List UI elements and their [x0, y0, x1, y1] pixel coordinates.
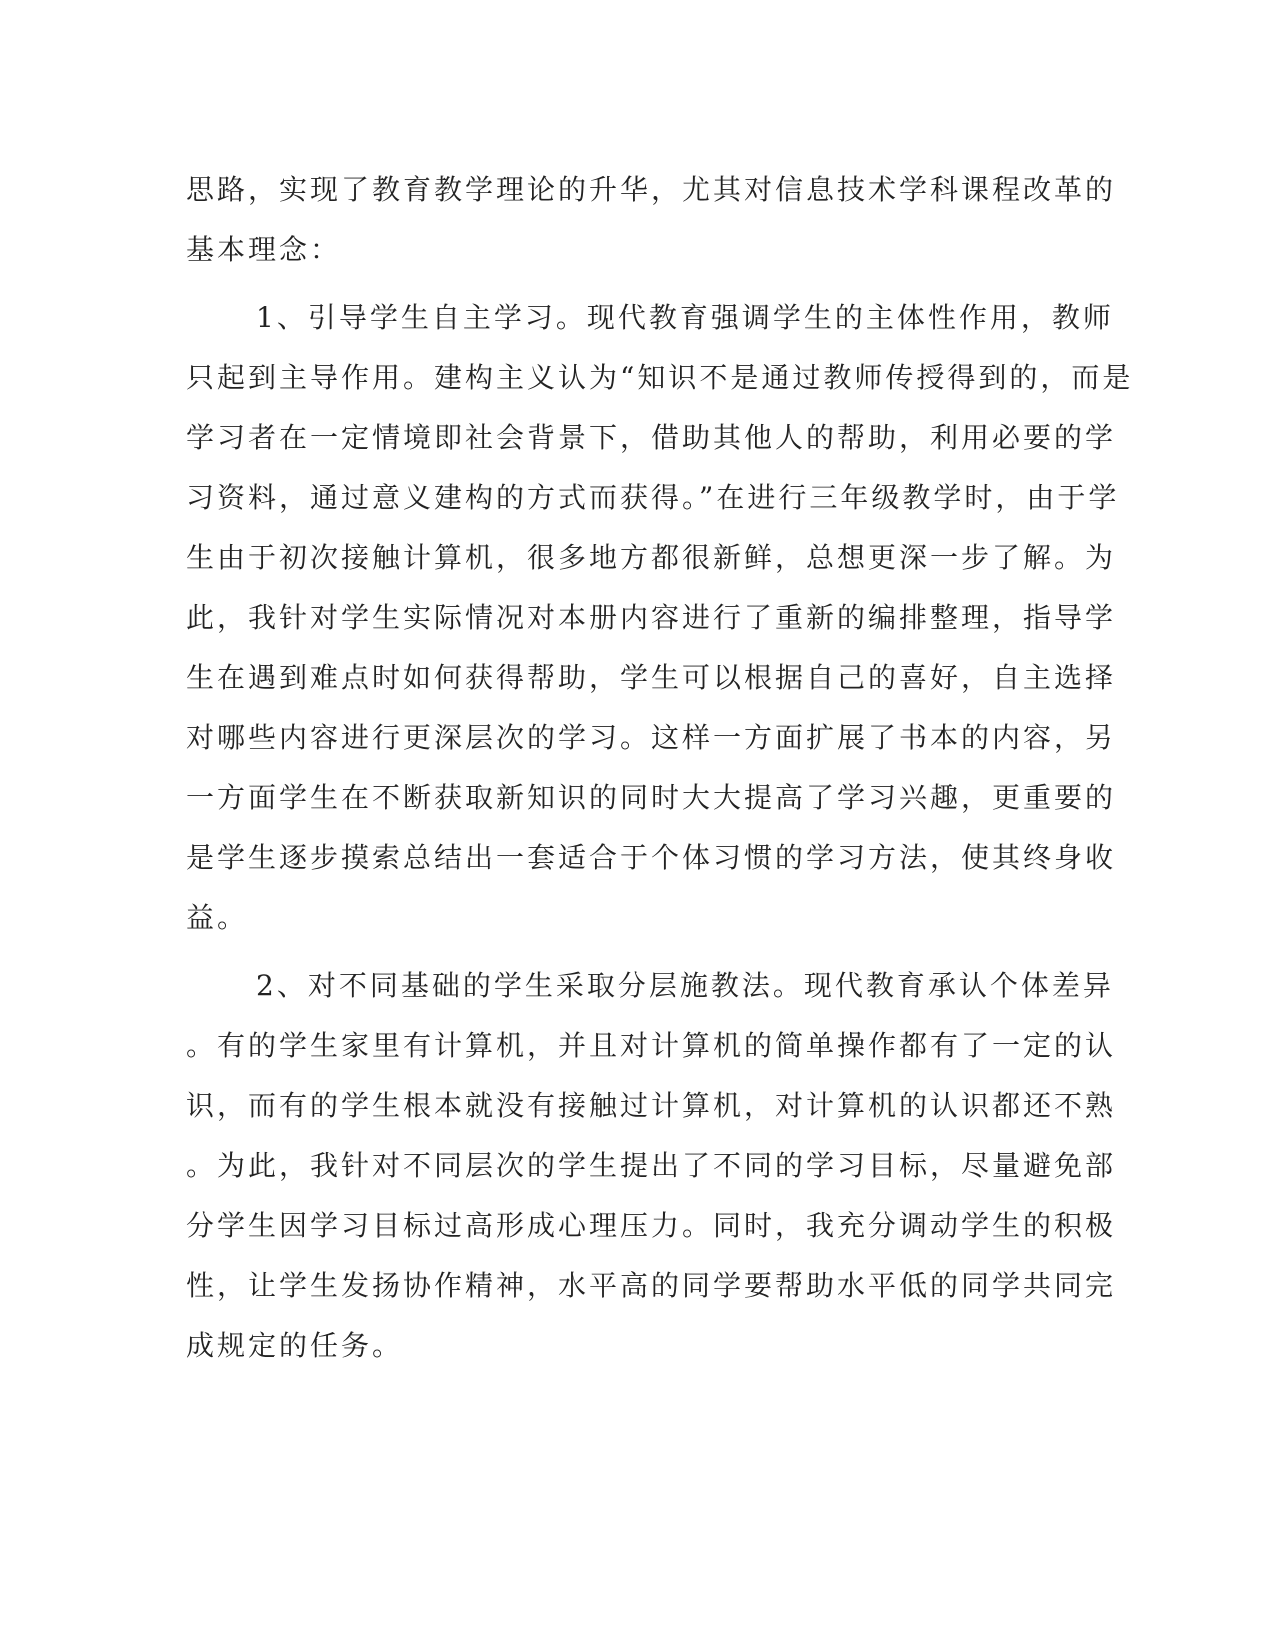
- text-line: 对哪些内容进行更深层次的学习。这样一方面扩展了书本的内容，另: [186, 721, 1117, 754]
- text-line: 。有的学生家里有计算机，并且对计算机的简单操作都有了一定的认: [186, 1029, 1117, 1062]
- text-line: 习资料，通过意义建构的方式而获得。”在进行三年级教学时，由于学: [186, 481, 1120, 514]
- text-line: 基本理念：: [186, 233, 342, 266]
- text-line: 生由于初次接触计算机，很多地方都很新鲜，总想更深一步了解。为: [186, 541, 1117, 574]
- text-line: 益。: [186, 901, 249, 934]
- text-line: 性，让学生发扬协作精神，水平高的同学要帮助水平低的同学共同完: [186, 1269, 1117, 1302]
- paragraph-self-directed-learning: [186, 288, 1134, 948]
- text-line: 识，而有的学生根本就没有接触过计算机，对计算机的认识都还不熟: [186, 1089, 1117, 1122]
- text-line: 生在遇到难点时如何获得帮助，学生可以根据自己的喜好，自主选择: [186, 661, 1117, 694]
- text-line: 学习者在一定情境即社会背景下，借助其他人的帮助，利用必要的学: [186, 421, 1117, 454]
- text-line: 分学生因学习目标过高形成心理压力。同时，我充分调动学生的积极: [186, 1209, 1117, 1242]
- text-line: 2、对不同基础的学生采取分层施教法。现代教育承认个体差异: [256, 969, 1114, 1002]
- text-line: 思路，实现了教育教学理论的升华，尤其对信息技术学科课程改革的: [186, 173, 1117, 206]
- text-line: 只起到主导作用。建构主义认为“知识不是通过教师传授得到的，而是: [186, 361, 1134, 394]
- paragraph-continuation: [186, 160, 1117, 280]
- text-line: 一方面学生在不断获取新知识的同时大大提高了学习兴趣，更重要的: [186, 781, 1117, 814]
- text-line: 此，我针对学生实际情况对本册内容进行了重新的编排整理，指导学: [186, 601, 1117, 634]
- document-body: [186, 160, 1134, 1376]
- text-line: 是学生逐步摸索总结出一套适合于个体习惯的学习方法，使其终身收: [186, 841, 1117, 874]
- text-line: 。为此，我针对不同层次的学生提出了不同的学习目标，尽量避免部: [186, 1149, 1117, 1182]
- text-line: 成规定的任务。: [186, 1329, 404, 1362]
- text-line: 1、引导学生自主学习。现代教育强调学生的主体性作用，教师: [256, 301, 1114, 334]
- paragraph-tiered-teaching: [186, 956, 1117, 1376]
